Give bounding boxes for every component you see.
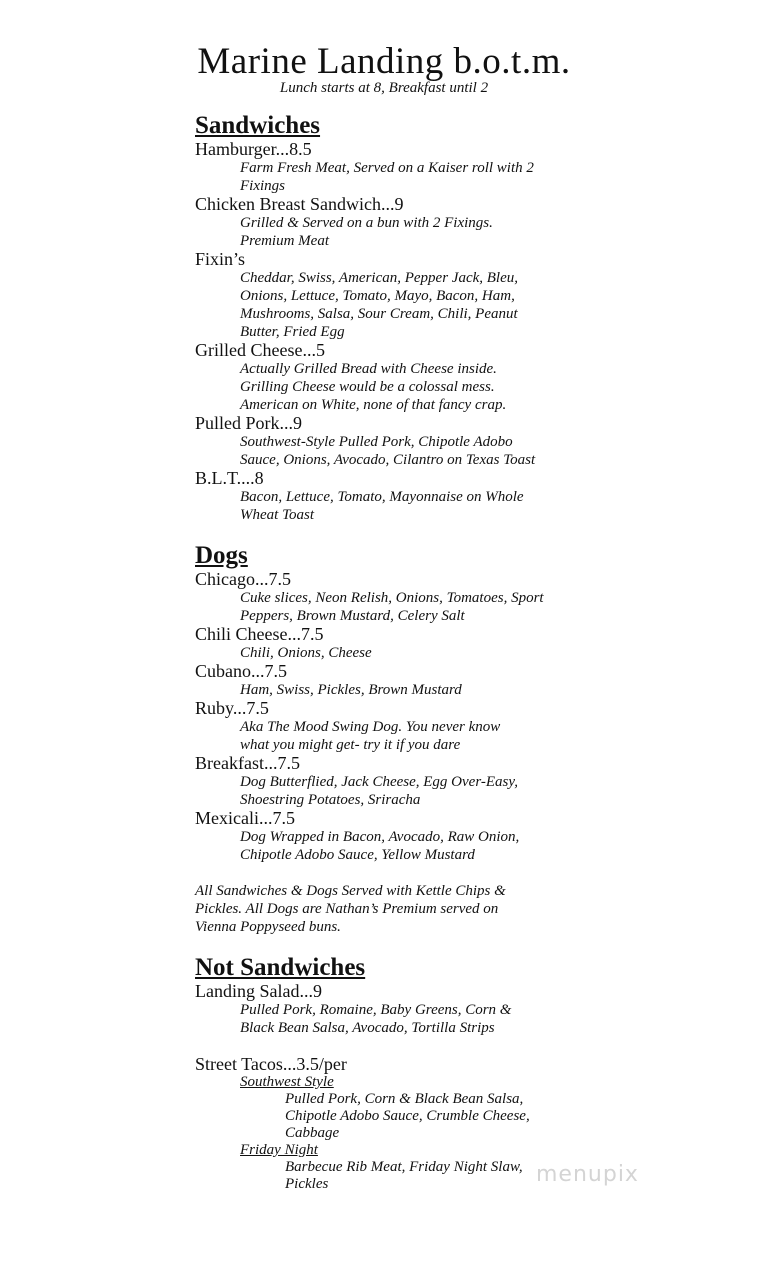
item-description: Dog Wrapped in Bacon, Avocado, Raw Onion, Chipotle Adobo Sauce, Yellow Mustard <box>240 829 520 863</box>
item-description: Dog Butterflied, Jack Cheese, Egg Over-Easy, Shoestring Potatoes, Sriracha <box>240 774 518 808</box>
menu-item <box>195 625 595 662</box>
menu-item <box>195 662 595 699</box>
item-description: Grilled & Served on a bun with 2 Fixings. Premium Meat <box>240 215 493 249</box>
item-name: Chicken Breast Sandwich...9 <box>195 194 404 214</box>
item-description: Actually Grilled Bread with Cheese inside. Grilling Cheese would be a colossal mess. American on White, none of that fancy crap. <box>240 361 507 413</box>
item-name: Street Tacos...3.5/per <box>195 1054 347 1074</box>
item-description: Southwest-Style Pulled Pork, Chipotle Adobo Sauce, Onions, Avocado, Cilantro on Texas Toast <box>240 434 536 468</box>
item-description: Cheddar, Swiss, American, Pepper Jack, Bleu, Onions, Lettuce, Tomato, Mayo, Bacon, Ham, Mushrooms, Salsa, Sour Cream, Chili, Peanut Butter, Fried Egg <box>240 270 519 340</box>
menu-item <box>195 699 595 754</box>
spacer <box>195 864 595 882</box>
item-name: Ruby...7.5 <box>195 698 269 718</box>
menu-item <box>195 250 595 341</box>
item-name: Pulled Pork...9 <box>195 413 303 433</box>
item-description: Bacon, Lettuce, Tomato, Mayonnaise on Whole Wheat Toast <box>240 489 524 523</box>
item-name: Grilled Cheese...5 <box>195 340 325 360</box>
item-description: Chili, Onions, Cheese <box>240 645 372 661</box>
menu-item <box>195 140 595 195</box>
spacer <box>195 936 595 954</box>
menu-title: Marine Landing b.o.t.m. <box>197 41 571 82</box>
item-description: Farm Fresh Meat, Served on a Kaiser roll with 2 Fixings <box>240 160 534 194</box>
menu-item <box>195 809 595 864</box>
section-heading-sandwiches: Sandwiches <box>195 112 321 139</box>
menu-item <box>195 1055 595 1193</box>
menu-item <box>195 414 595 469</box>
menu-item <box>195 469 595 524</box>
item-name: Fixin’s <box>195 249 246 269</box>
item-description: Aka The Mood Swing Dog. You never know what you might get- try it if you dare <box>240 719 501 753</box>
item-name: Breakfast...7.5 <box>195 753 300 773</box>
section-heading-dogs: Dogs <box>195 542 248 569</box>
menu-subtitle: Lunch starts at 8, Breakfast until 2 <box>279 80 489 96</box>
menu-item <box>195 754 595 809</box>
item-name: Chili Cheese...7.5 <box>195 624 324 644</box>
menu-item <box>195 341 595 414</box>
taco-style-label: Southwest Style <box>240 1074 334 1090</box>
menu-content <box>195 112 595 1193</box>
item-description: Ham, Swiss, Pickles, Brown Mustard <box>240 682 462 698</box>
item-name: Cubano...7.5 <box>195 661 287 681</box>
spacer <box>195 524 595 542</box>
taco-style-description: Barbecue Rib Meat, Friday Night Slaw, Pickles <box>285 1159 523 1192</box>
watermark-logo: menupix <box>536 1162 639 1187</box>
item-name: Chicago...7.5 <box>195 569 291 589</box>
sandwiches-list <box>195 140 595 524</box>
serving-note: All Sandwiches & Dogs Served with Kettle Chips & Pickles. All Dogs are Nathan’s Premium served on Vienna Poppyseed buns. <box>195 883 506 935</box>
item-name: Mexicali...7.5 <box>195 808 295 828</box>
item-name: Hamburger...8.5 <box>195 139 312 159</box>
dogs-list <box>195 570 595 864</box>
taco-style-description: Pulled Pork, Corn & Black Bean Salsa, Chipotle Adobo Sauce, Crumble Cheese, Cabbage <box>285 1091 530 1141</box>
item-name: Landing Salad...9 <box>195 981 322 1001</box>
taco-style-label: Friday Night <box>240 1142 318 1158</box>
section-heading-not-sandwiches: Not Sandwiches <box>195 954 366 981</box>
item-description: Pulled Pork, Romaine, Baby Greens, Corn & Black Bean Salsa, Avocado, Tortilla Strips <box>240 1002 512 1036</box>
spacer <box>195 1037 595 1055</box>
menu-item <box>195 195 595 250</box>
item-description: Cuke slices, Neon Relish, Onions, Tomatoes, Sport Peppers, Brown Mustard, Celery Salt <box>240 590 544 624</box>
item-name: B.L.T....8 <box>195 468 264 488</box>
menu-item <box>195 982 595 1037</box>
menu-item <box>195 570 595 625</box>
